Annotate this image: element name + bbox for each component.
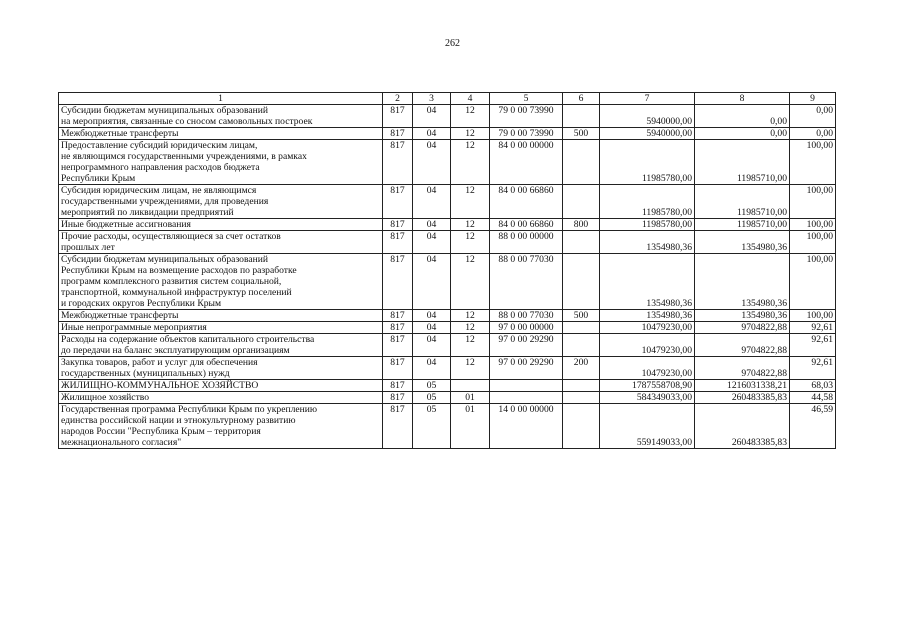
row-name	[59, 140, 383, 185]
row-name-line: Государственная программа Республики Крым по укреплению	[61, 404, 318, 415]
expense-type-code	[563, 334, 600, 357]
execution-percent: 100,00	[790, 254, 836, 310]
expense-type-code: 200	[563, 357, 600, 380]
subsection-code: 12	[451, 128, 490, 140]
executed-amount: 11985710,00	[695, 185, 790, 219]
row-name-line: единства российской нации и этнокультурному развитию	[61, 415, 296, 426]
expense-type-code	[563, 140, 600, 185]
section-code: 04	[413, 128, 451, 140]
planned-amount: 1787558708,90	[600, 380, 695, 392]
target-article-code: 88 0 00 00000	[490, 231, 563, 254]
row-name-line: Субсидии бюджетам муниципальных образований	[61, 254, 269, 265]
target-article-code	[490, 392, 563, 404]
budget-table	[58, 92, 836, 449]
chapter-code: 817	[383, 357, 413, 380]
target-article-code: 97 0 00 00000	[490, 322, 563, 334]
section-code: 04	[413, 310, 451, 322]
column-header-2: 2	[383, 93, 413, 105]
row-name	[59, 334, 383, 357]
execution-percent: 100,00	[790, 185, 836, 219]
subsection-code: 12	[451, 334, 490, 357]
row-name-line: мероприятий по ликвидации предприятий	[61, 207, 234, 218]
row-name	[59, 185, 383, 219]
target-article-code: 88 0 00 77030	[490, 254, 563, 310]
row-name-line: Межбюджетные трансферты	[61, 128, 179, 139]
planned-amount: 10479230,00	[600, 357, 695, 380]
table-header-row	[59, 93, 836, 105]
row-name-line: не являющимся государственными учреждениями, в рамках	[61, 151, 307, 162]
row-name	[59, 357, 383, 380]
subsection-code: 12	[451, 310, 490, 322]
target-article-code: 79 0 00 73990	[490, 128, 563, 140]
execution-percent: 68,03	[790, 380, 836, 392]
table-row	[59, 392, 836, 404]
column-header-5: 5	[490, 93, 563, 105]
executed-amount: 11985710,00	[695, 219, 790, 231]
chapter-code: 817	[383, 392, 413, 404]
execution-percent: 100,00	[790, 310, 836, 322]
row-name-line: и городских округов Республики Крым	[61, 298, 222, 309]
row-name-line: Республики Крым на возмещение расходов по разработке	[61, 265, 297, 276]
section-code: 04	[413, 322, 451, 334]
table-body	[59, 93, 836, 449]
executed-amount: 1354980,36	[695, 231, 790, 254]
row-name	[59, 310, 383, 322]
row-name-line: Республики Крым	[61, 173, 136, 184]
subsection-code: 01	[451, 404, 490, 449]
planned-amount: 559149033,00	[600, 404, 695, 449]
chapter-code: 817	[383, 334, 413, 357]
row-name	[59, 380, 383, 392]
planned-amount: 10479230,00	[600, 334, 695, 357]
chapter-code: 817	[383, 254, 413, 310]
table-row	[59, 404, 836, 449]
target-article-code: 97 0 00 29290	[490, 334, 563, 357]
expense-type-code	[563, 380, 600, 392]
executed-amount: 9704822,88	[695, 322, 790, 334]
table-row	[59, 254, 836, 310]
planned-amount: 584349033,00	[600, 392, 695, 404]
table-row	[59, 310, 836, 322]
section-code: 05	[413, 392, 451, 404]
section-code: 04	[413, 140, 451, 185]
row-name	[59, 105, 383, 128]
row-name-line: на мероприятия, связанные со сносом самовольных построек	[61, 116, 313, 127]
chapter-code: 817	[383, 219, 413, 231]
section-code: 04	[413, 219, 451, 231]
chapter-code: 817	[383, 105, 413, 128]
row-name	[59, 392, 383, 404]
row-name-line: Жилищное хозяйство	[61, 392, 150, 403]
subsection-code: 01	[451, 392, 490, 404]
table-row	[59, 140, 836, 185]
table-row	[59, 380, 836, 392]
row-name-line: народов России "Республика Крым – территория	[61, 426, 261, 437]
chapter-code: 817	[383, 310, 413, 322]
expense-type-code	[563, 322, 600, 334]
target-article-code: 79 0 00 73990	[490, 105, 563, 128]
table-row	[59, 357, 836, 380]
row-name-line: Закупка товаров, работ и услуг для обеспечения	[61, 357, 258, 368]
execution-percent: 100,00	[790, 140, 836, 185]
row-name-line: Иные непрограммные мероприятия	[61, 322, 207, 333]
page-number: 262	[445, 38, 460, 49]
row-name-line: прошлых лет	[61, 242, 115, 253]
column-header-6: 6	[563, 93, 600, 105]
executed-amount: 1216031338,21	[695, 380, 790, 392]
subsection-code: 12	[451, 322, 490, 334]
executed-amount: 9704822,88	[695, 334, 790, 357]
row-name	[59, 128, 383, 140]
row-name-line: межнационального согласия"	[61, 437, 182, 448]
executed-amount: 11985710,00	[695, 140, 790, 185]
subsection-code: 12	[451, 357, 490, 380]
table-row	[59, 128, 836, 140]
table-row	[59, 219, 836, 231]
planned-amount: 11985780,00	[600, 140, 695, 185]
expense-type-code: 500	[563, 128, 600, 140]
row-name-line: непрограммного направления расходов бюджета	[61, 162, 260, 173]
execution-percent: 0,00	[790, 128, 836, 140]
execution-percent: 46,59	[790, 404, 836, 449]
row-name-line: Субсидии бюджетам муниципальных образований	[61, 105, 269, 116]
execution-percent: 100,00	[790, 219, 836, 231]
chapter-code: 817	[383, 404, 413, 449]
row-name-line: Прочие расходы, осуществляющиеся за счет остатков	[61, 231, 281, 242]
row-name-line: государственных (муниципальных) нужд	[61, 368, 230, 379]
row-name-line: программ комплексного развития систем социальной,	[61, 276, 282, 287]
executed-amount: 0,00	[695, 128, 790, 140]
subsection-code	[451, 380, 490, 392]
execution-percent: 100,00	[790, 231, 836, 254]
execution-percent: 92,61	[790, 322, 836, 334]
executed-amount: 260483385,83	[695, 404, 790, 449]
expense-type-code	[563, 185, 600, 219]
planned-amount: 5940000,00	[600, 105, 695, 128]
subsection-code: 12	[451, 219, 490, 231]
row-name-line: до передачи на баланс эксплуатирующим организациям	[61, 345, 290, 356]
expense-type-code: 500	[563, 310, 600, 322]
subsection-code: 12	[451, 185, 490, 219]
planned-amount: 11985780,00	[600, 185, 695, 219]
row-name-line: транспортной, коммунальной инфраструктур поселений	[61, 287, 292, 298]
column-header-8: 8	[695, 93, 790, 105]
target-article-code	[490, 380, 563, 392]
executed-amount: 0,00	[695, 105, 790, 128]
table-row	[59, 322, 836, 334]
column-header-1: 1	[59, 93, 383, 105]
column-header-9: 9	[790, 93, 836, 105]
expense-type-code	[563, 254, 600, 310]
row-name-line: Предоставление субсидий юридическим лицам,	[61, 140, 258, 151]
row-name-line: Субсидия юридическим лицам, не являющимся	[61, 185, 257, 196]
row-name-line: Межбюджетные трансферты	[61, 310, 179, 321]
section-code: 04	[413, 254, 451, 310]
subsection-code: 12	[451, 231, 490, 254]
execution-percent: 44,58	[790, 392, 836, 404]
column-header-3: 3	[413, 93, 451, 105]
subsection-code: 12	[451, 105, 490, 128]
executed-amount: 1354980,36	[695, 310, 790, 322]
planned-amount: 1354980,36	[600, 231, 695, 254]
table-row	[59, 105, 836, 128]
target-article-code: 84 0 00 66860	[490, 185, 563, 219]
planned-amount: 10479230,00	[600, 322, 695, 334]
column-header-7: 7	[600, 93, 695, 105]
executed-amount: 260483385,83	[695, 392, 790, 404]
executed-amount: 1354980,36	[695, 254, 790, 310]
chapter-code: 817	[383, 322, 413, 334]
row-name	[59, 231, 383, 254]
section-code: 05	[413, 404, 451, 449]
target-article-code: 84 0 00 66860	[490, 219, 563, 231]
chapter-code: 817	[383, 185, 413, 219]
planned-amount: 1354980,36	[600, 310, 695, 322]
row-name	[59, 404, 383, 449]
target-article-code: 97 0 00 29290	[490, 357, 563, 380]
subsection-code: 12	[451, 254, 490, 310]
planned-amount: 5940000,00	[600, 128, 695, 140]
chapter-code: 817	[383, 231, 413, 254]
planned-amount: 1354980,36	[600, 254, 695, 310]
execution-percent: 0,00	[790, 105, 836, 128]
execution-percent: 92,61	[790, 334, 836, 357]
section-code: 04	[413, 334, 451, 357]
subsection-code: 12	[451, 140, 490, 185]
table-row	[59, 185, 836, 219]
row-name-line: ЖИЛИЩНО-КОММУНАЛЬНОЕ ХОЗЯЙСТВО	[61, 380, 259, 391]
target-article-code: 84 0 00 00000	[490, 140, 563, 185]
row-name	[59, 254, 383, 310]
chapter-code: 817	[383, 140, 413, 185]
section-code: 04	[413, 105, 451, 128]
section-code: 04	[413, 185, 451, 219]
expense-type-code	[563, 404, 600, 449]
chapter-code: 817	[383, 380, 413, 392]
expense-type-code	[563, 231, 600, 254]
section-code: 05	[413, 380, 451, 392]
row-name	[59, 219, 383, 231]
section-code: 04	[413, 231, 451, 254]
row-name-line: Иные бюджетные ассигнования	[61, 219, 191, 230]
chapter-code: 817	[383, 128, 413, 140]
row-name-line: Расходы на содержание объектов капитального строительства	[61, 334, 315, 345]
section-code: 04	[413, 357, 451, 380]
table-row	[59, 334, 836, 357]
planned-amount: 11985780,00	[600, 219, 695, 231]
row-name-line: государственными учреждениями, для проведения	[61, 196, 269, 207]
expense-type-code: 800	[563, 219, 600, 231]
expense-type-code	[563, 105, 600, 128]
column-header-4: 4	[451, 93, 490, 105]
execution-percent: 92,61	[790, 357, 836, 380]
target-article-code: 14 0 00 00000	[490, 404, 563, 449]
row-name	[59, 322, 383, 334]
table-row	[59, 231, 836, 254]
expense-type-code	[563, 392, 600, 404]
target-article-code: 88 0 00 77030	[490, 310, 563, 322]
executed-amount: 9704822,88	[695, 357, 790, 380]
